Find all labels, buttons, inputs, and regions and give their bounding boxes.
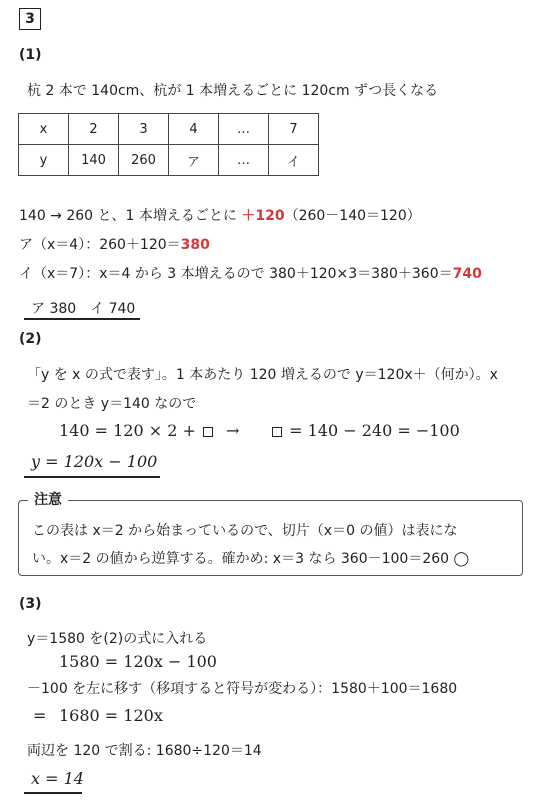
table-cell: イ	[269, 145, 319, 176]
answer-underline	[24, 476, 160, 478]
table-cell: 2	[69, 114, 119, 145]
blank-box-icon	[203, 427, 213, 437]
equals-sign: =	[33, 706, 47, 725]
part3-line2: －100 を左に移す（移項すると符号が変わる）：1580＋100＝1680	[27, 681, 458, 697]
table-cell: ア	[169, 145, 219, 176]
part1-statement: 杭 2 本で 140cm、杭が 1 本増えるごとに 120cm ずつ長くなる	[27, 83, 439, 99]
part3-line3: 両辺を 120 で割る: 1680÷120＝14	[27, 743, 262, 759]
part2-text1: 「y を x の式で表す」。1 本あたり 120 増えるので y＝120x＋（何か）。x	[27, 367, 498, 383]
value-table	[18, 113, 319, 176]
arrow-icon: →	[226, 421, 240, 440]
part3-line1: y＝1580 を(2)の式に入れる	[27, 631, 208, 647]
table-cell: 3	[119, 114, 169, 145]
note-label: 注意	[28, 489, 68, 509]
table-cell: 7	[269, 114, 319, 145]
table-cell: …	[219, 145, 269, 176]
part2-answer: y = 120x − 100	[31, 452, 158, 471]
part3-equation1: 1580 = 120x − 100	[59, 652, 217, 671]
table-cell: 260	[119, 145, 169, 176]
part3-label: (3)	[19, 596, 42, 612]
part1-line1: 140 → 260 と、1 本増えるごとに ＋120（260－140＝120）	[19, 208, 421, 224]
table-row-x	[19, 114, 319, 145]
part2-equation-left: 140 = 120 × 2 +	[59, 421, 215, 440]
part1-label: (1)	[19, 47, 42, 63]
answer-a-highlight: 380	[180, 237, 210, 253]
note-line1: この表は x＝2 から始まっているので、切片（x＝0 の値）は表にな	[32, 523, 458, 539]
blank-box-icon	[272, 427, 282, 437]
answer-i-highlight: 740	[452, 266, 482, 282]
increment-highlight: ＋120	[241, 208, 285, 224]
table-cell: y	[19, 145, 69, 176]
part3-answer: x = 14	[31, 769, 84, 788]
part1-line2: ア（x＝4）：260＋120＝380	[19, 237, 210, 253]
part2-equation-right: = 140 − 240 = −100	[270, 421, 460, 440]
answer-underline	[24, 792, 82, 794]
part2-label: (2)	[19, 331, 42, 347]
part2-text2: ＝2 のとき y＝140 なので	[27, 396, 197, 412]
table-row-y	[19, 145, 319, 176]
problem-number: 3	[19, 8, 41, 30]
part1-answer: ア 380 イ 740	[31, 301, 136, 317]
part1-line3: イ（x＝7）：x＝4 から 3 本増えるので 380＋120×3＝380＋360＝740	[19, 266, 482, 282]
table-cell: …	[219, 114, 269, 145]
part3-equation2: 1680 = 120x	[59, 706, 163, 725]
table-cell: 140	[69, 145, 119, 176]
table-cell: 4	[169, 114, 219, 145]
note-line2: い。x＝2 の値から逆算する。確かめ: x＝3 なら 360－100＝260 ◯	[32, 551, 470, 567]
table-cell: x	[19, 114, 69, 145]
answer-underline	[24, 318, 140, 320]
